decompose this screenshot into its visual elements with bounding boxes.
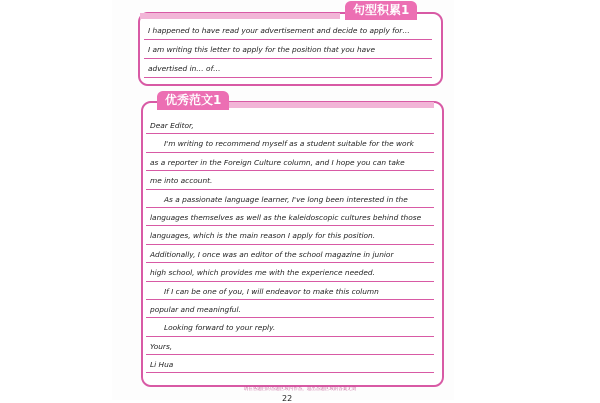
essay-signature: Li Hua (146, 355, 434, 373)
writing-line: I happened to have read your advertisement and decide to apply for… (144, 21, 432, 40)
page-number: 22 (282, 394, 293, 403)
essay-line: me into account. (146, 171, 434, 189)
essay-line: I'm writing to recommend myself as a student suitable for the work (146, 134, 434, 152)
essay-line: as a reporter in the Foreign Culture column, and I hope you can take (146, 153, 434, 171)
decorative-bar (228, 102, 434, 108)
sentence-patterns-tab: 句型积累1 (345, 1, 417, 20)
model-essay-lines (146, 116, 434, 373)
essay-line: popular and meaningful. (146, 300, 434, 318)
essay-line: Additionally, I once was an editor of the school magazine in junior (146, 245, 434, 263)
essay-line: high school, which provides me with the experience needed. (146, 263, 434, 281)
writing-line: I am writing this letter to apply for the position that you have (144, 40, 432, 59)
essay-line: languages, which is the main reason I apply for this position. (146, 226, 434, 244)
answer-area-note: 请在各题目的答题区域内作答，超出答题区域的答案无效 (243, 387, 357, 392)
essay-line: If I can be one of you, I will endeavor to make this column (146, 282, 434, 300)
essay-closing: Yours, (146, 337, 434, 355)
essay-line: Looking forward to your reply. (146, 318, 434, 336)
essay-line: languages themselves as well as the kaleidoscopic cultures behind those (146, 208, 434, 226)
writing-line: advertised in… of… (144, 59, 432, 78)
essay-salutation: Dear Editor, (146, 116, 434, 134)
sentence-patterns-lines (144, 21, 432, 78)
decorative-bar (140, 13, 340, 19)
model-essay-tab: 优秀范文1 (157, 91, 229, 110)
essay-line: As a passionate language learner, I've long been interested in the (146, 190, 434, 208)
